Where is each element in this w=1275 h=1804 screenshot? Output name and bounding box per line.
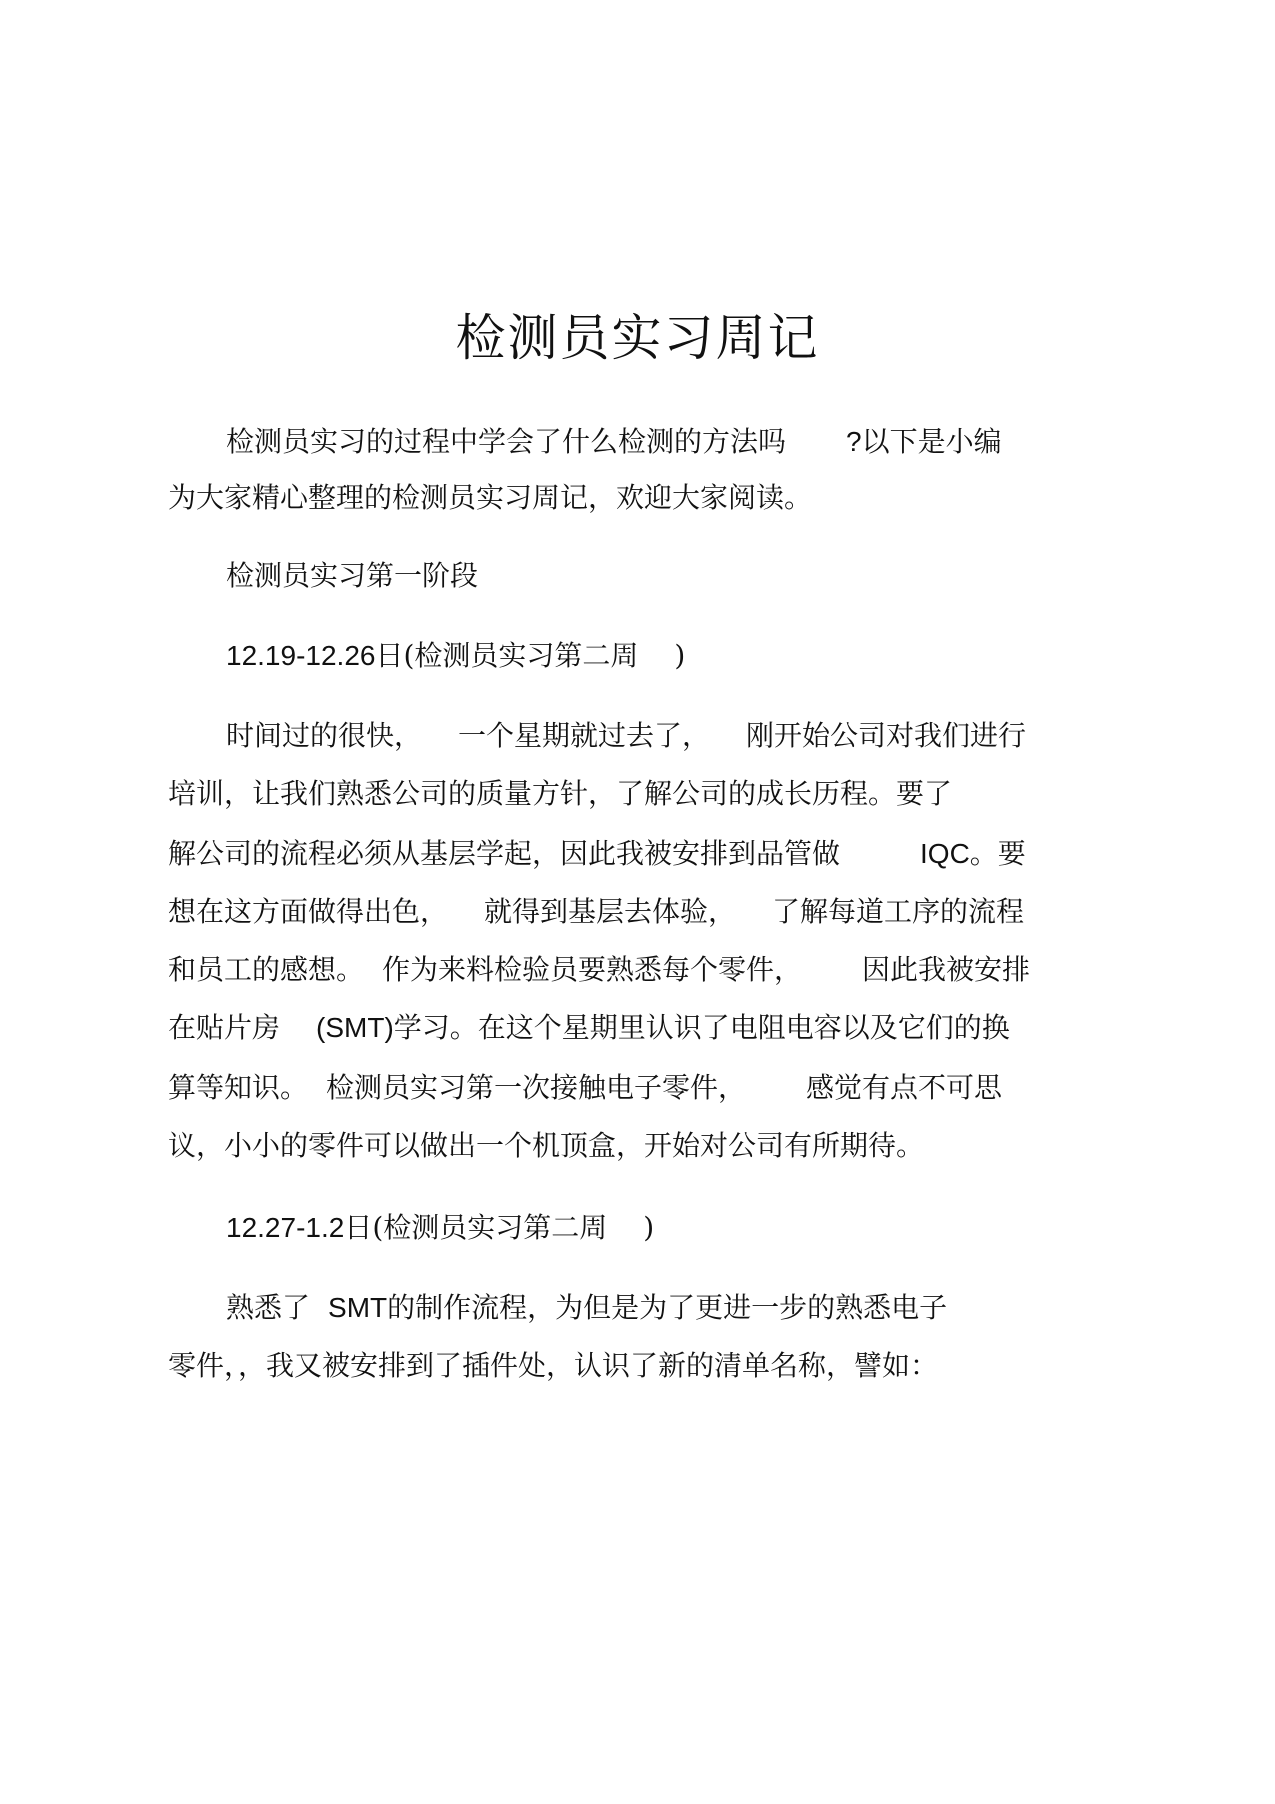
week-1-line-5 <box>168 950 1030 990</box>
week-1-line-8: 议，小小的零件可以做出一个机顶盒，开始对公司有所期待。 <box>168 1129 925 1162</box>
week-1-heading-text: 日(检测员实习第二周 <box>375 639 639 672</box>
week-2-date: 12.27-1.2 <box>226 1212 345 1243</box>
text-run: 因此我被安排 <box>862 953 1031 986</box>
text-run: 检测员实习第一次接触电子零件， <box>326 1071 747 1104</box>
week-2-line-1 <box>226 1288 947 1328</box>
week-2-line-2: 零件，，我又被安排到了插件处，认识了新的清单名称，譬如： <box>168 1349 939 1382</box>
text-run: 就得到基层去体验， <box>484 895 737 928</box>
text-run: 解公司的流程必须从基层学起，因此我被安排到品管做 <box>168 837 841 870</box>
intro-text: 检测员实习的过程中学会了什么检测的方法吗 <box>226 425 787 458</box>
week-2-heading <box>226 1208 654 1248</box>
text-run: 想在这方面做得出色， <box>168 895 449 928</box>
text-run: 和员工的感想。 <box>168 953 365 986</box>
text-run: 。要 <box>969 837 1026 870</box>
text-run: 作为来料检验员要熟悉每个零件， <box>382 953 803 986</box>
section-heading: 检测员实习第一阶段 <box>226 559 479 592</box>
text-run: 在贴片房 <box>168 1011 281 1044</box>
text-run: 的制作流程，为但是为了更进一步的熟悉电子 <box>387 1291 948 1324</box>
week-1-date: 12.19-12.26 <box>226 640 376 671</box>
text-run: IQC <box>920 838 970 869</box>
text-run: 了解每道工序的流程 <box>772 895 1025 928</box>
text-run: SMT <box>328 1292 388 1323</box>
week-2-heading-text: 日(检测员实习第二周 <box>344 1211 608 1244</box>
intro-line-2: 为大家精心整理的检测员实习周记，欢迎大家阅读。 <box>168 481 813 514</box>
week-1-heading-close: ) <box>674 639 686 672</box>
page-title: 检测员实习周记 <box>455 309 820 367</box>
text-run: 刚开始公司对我们进行 <box>746 719 1027 752</box>
week-1-heading <box>226 636 685 676</box>
week-1-line-6 <box>168 1008 1010 1048</box>
intro-line-1 <box>226 422 1002 462</box>
week-1-line-2: 培训，让我们熟悉公司的质量方针，了解公司的成长历程。要了 <box>168 777 953 810</box>
text-run: 一个星期就过去了， <box>458 719 711 752</box>
week-2-heading-close: ) <box>643 1211 655 1244</box>
text-run: 感觉有点不可思 <box>806 1071 1003 1104</box>
intro-text: ?以下是小编 <box>846 426 1002 457</box>
week-1-line-4 <box>168 892 1024 932</box>
text-run: 熟悉了 <box>226 1291 311 1324</box>
text-run: 算等知识。 <box>168 1071 309 1104</box>
text-run: 学习。在这个星期里认识了电阻电容以及它们的换 <box>393 1011 1010 1044</box>
week-1-line-3 <box>168 834 1026 874</box>
text-run: (SMT) <box>316 1012 394 1043</box>
week-1-line-7 <box>168 1068 1002 1108</box>
week-1-line-1 <box>226 716 1026 756</box>
text-run: 时间过的很快， <box>226 719 423 752</box>
